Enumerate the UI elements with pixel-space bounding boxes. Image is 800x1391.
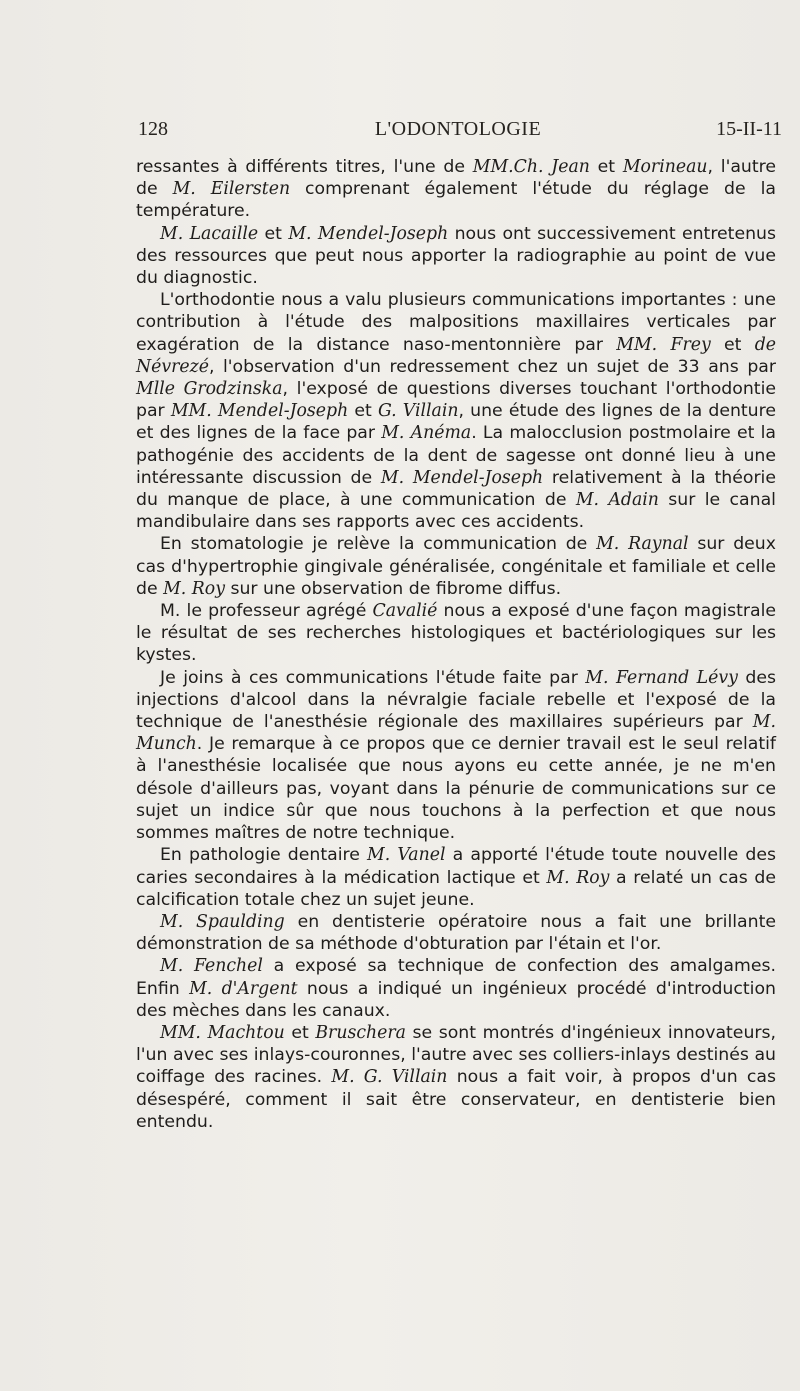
paragraph — [136, 533, 776, 600]
text-run: a exposé sa technique de confection des amalgames. Enfin — [136, 956, 776, 999]
text-run: M. le professeur agrégé — [160, 601, 373, 622]
name-italic: M. Vanel — [367, 845, 446, 866]
paragraph — [136, 667, 776, 845]
text-run: et — [348, 401, 378, 422]
name-italic: M. G. Villain — [331, 1067, 448, 1088]
text-run: , l'observation d'un redressement chez un sujet de 33 ans par — [208, 356, 776, 377]
text-run: sur deux cas d'hypertrophie gingivale généralisée, congénitale et familiale et celle de — [136, 534, 776, 599]
name-italic: MM.Ch. Jean — [472, 157, 590, 177]
text-run: comprenant également l'étude du réglage de la température. — [136, 179, 776, 222]
running-header — [134, 118, 782, 148]
journal-title: L'ODONTOLOGIE — [374, 118, 542, 140]
text-run: se sont montrés d'ingénieux innovateurs, l'un avec ses inlays-couronnes, l'autre avec ses colliers-inlays destinés au coiffage des racines. — [136, 1022, 776, 1088]
text-run: Je joins à ces communications l'étude faite par — [160, 667, 586, 688]
paragraph — [136, 1022, 776, 1133]
text-run: En pathologie dentaire — [160, 845, 368, 866]
name-italic: M. Fenchel — [160, 956, 263, 977]
body-text — [136, 156, 776, 1133]
paragraph — [136, 223, 776, 290]
name-italic: M. Munch — [136, 712, 776, 755]
text-run: sur une observation de fibrome diffus. — [224, 578, 562, 599]
text-run: sur le canal mandibulaire dans ses rapports avec ces accidents. — [136, 490, 776, 533]
name-italic: M. Roy — [546, 867, 610, 888]
name-italic: M. d'Argent — [189, 978, 298, 999]
text-run: et — [710, 334, 755, 355]
page-number: 128 — [138, 118, 168, 140]
text-run: , l'autre de — [136, 157, 776, 200]
name-italic: MM. Mendel-Joseph — [170, 401, 349, 422]
name-italic: Cavalié — [372, 601, 438, 622]
paragraph — [136, 911, 776, 955]
text-run: ressantes à différents titres, l'une de — [136, 157, 473, 177]
text-run: et — [589, 157, 623, 177]
name-italic: Mlle Grodzinska — [136, 379, 283, 400]
name-italic: M. Eilersten — [172, 179, 291, 200]
text-run: a relaté un cas de calcification totale chez un sujet jeune. — [136, 867, 776, 910]
paragraph — [136, 955, 776, 1022]
issue-date: 15-II-11 — [716, 118, 782, 140]
text-run: nous a fait voir, à propos d'un cas désespéré, comment il sait être conservateur, en dentisterie bien entendu. — [136, 1067, 777, 1132]
text-run: en dentisterie opératoire nous a fait une brillante démonstration de sa méthode d'obturation par l'étain et l'or. — [136, 911, 776, 955]
name-italic: M. Anéma — [381, 423, 472, 444]
name-italic: M. Fernand Lévy — [585, 667, 738, 688]
name-italic: G. Villain — [377, 401, 459, 422]
paragraph — [136, 289, 776, 533]
text-run: L'orthodontie nous a valu plusieurs communications importantes : une contribution à l'étude des malpositions maxillaires verticales par exagération de la distance naso-mentonnière par — [136, 290, 776, 355]
paragraph — [136, 600, 776, 667]
text-run: . Je remarque à ce propos que ce dernier travail est le seul relatif à l'anesthésie localisée que nous ayons eu cette année, je ne m'en désole d'ailleurs pas, voyant dans la pénurie de communications sur ce sujet un indice sûr que nous touchons à la perfection et que nous sommes maîtres de notre technique. — [136, 734, 776, 844]
name-italic: M. Roy — [163, 578, 225, 599]
name-italic: MM. Frey — [616, 334, 711, 355]
name-italic: de Névrezé — [136, 334, 776, 377]
text-run: , l'exposé de questions diverses touchant l'orthodontie par — [136, 379, 777, 422]
paragraph — [136, 844, 776, 911]
text-run: nous a exposé d'une façon magistrale le résultat de ses recherches histologiques et bactériologiques sur les kystes. — [136, 601, 776, 666]
name-italic: M. Raynal — [596, 534, 689, 555]
text-run: des injections d'alcool dans la névralgie faciale rebelle et l'exposé de la technique de l'anesthésie régionale des maxillaires supérieurs par — [136, 667, 776, 733]
text-run: et — [258, 223, 289, 244]
text-run: et — [284, 1022, 316, 1043]
paragraph — [136, 156, 776, 223]
name-italic: M. Mendel-Joseph — [288, 223, 449, 244]
text-run: relativement à la théorie du manque de place, à une communication de — [136, 467, 776, 511]
name-italic: M. Adain — [575, 490, 659, 511]
text-run: a apporté l'étude toute nouvelle des caries secondaires à la médication lactique et — [136, 845, 776, 888]
name-italic: M. Spaulding — [160, 911, 285, 932]
text-run: , une étude des lignes de la denture et des lignes de la face par — [136, 401, 776, 444]
name-italic: M. Lacaille — [160, 223, 259, 244]
name-italic: M. Mendel-Joseph — [380, 467, 544, 488]
text-run: . La malocclusion postmolaire et la pathogénie des accidents de la dent de sagesse ont donné lieu à une intéressante discussion de — [136, 423, 776, 488]
text-run: nous ont successivement entretenus des ressources que peut nous apporter la radiographie au point de vue du diagnostic. — [136, 223, 777, 289]
text-run: En stomatologie je relève la communication de — [160, 534, 597, 555]
name-italic: MM. Machtou — [160, 1022, 285, 1043]
name-italic: Morineau — [622, 157, 708, 177]
name-italic: Bruschera — [315, 1022, 406, 1043]
text-run: nous a indiqué un ingénieux procédé d'introduction des mèches dans les canaux. — [136, 978, 776, 1021]
